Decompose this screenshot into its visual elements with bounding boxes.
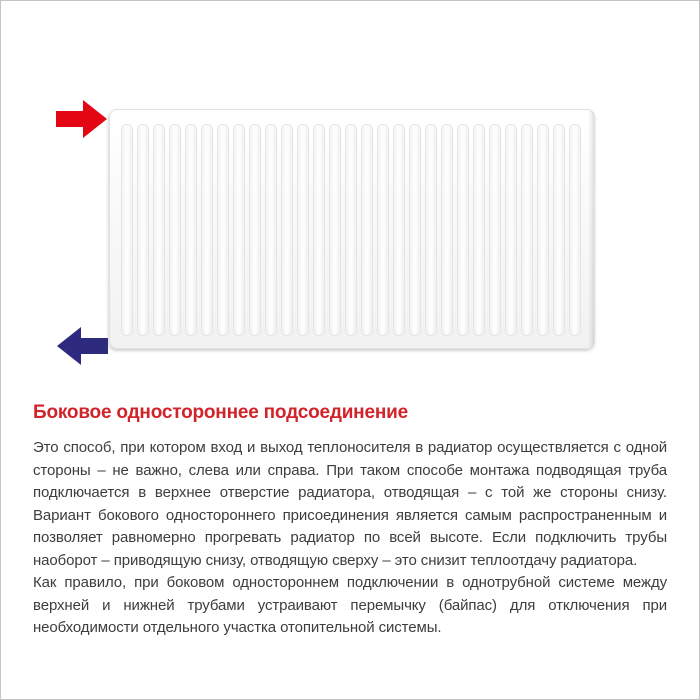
radiator-rib [553, 124, 565, 336]
radiator-rib [137, 124, 149, 336]
radiator-rib [377, 124, 389, 336]
radiator-rib [361, 124, 373, 336]
radiator-rib [265, 124, 277, 336]
radiator-rib [425, 124, 437, 336]
radiator-rib [201, 124, 213, 336]
body-text [33, 437, 667, 640]
radiator-rib [249, 124, 261, 336]
radiator-rib [345, 124, 357, 336]
paragraph-1: Это способ, при котором вход и выход теплоносителя в радиатор осуществляется с одной стороны – не важно, слева или справа. При таком способе монтажа подводящая труба подключается в верхнее отверстие радиатора, отводящая – с той же стороны снизу. Вариант бокового одностороннего присоединения является самым распространенным и позволяет равномерно прогревать радиатор по всей высоте. Если подключить трубы наоборот – приводящую снизу, отводящую сверху – это снизит теплоотдачу радиатора. [33, 439, 667, 569]
radiator-rib [537, 124, 549, 336]
radiator-rib [185, 124, 197, 336]
radiator-rib [169, 124, 181, 336]
radiator-rib [297, 124, 309, 336]
radiator-rib [281, 124, 293, 336]
outlet-arrow-shape [57, 327, 108, 365]
radiator-rib [409, 124, 421, 336]
radiator-rib [329, 124, 341, 336]
radiator-right-edge [588, 110, 594, 348]
inlet-arrow-icon [56, 99, 108, 139]
inlet-arrow-shape [56, 100, 107, 138]
radiator-rib [153, 124, 165, 336]
section-heading: Боковое одностороннее подсоединение [33, 402, 408, 423]
radiator-rib [393, 124, 405, 336]
radiator-rib [313, 124, 325, 336]
outlet-arrow-icon [56, 326, 108, 366]
radiator-rib [505, 124, 517, 336]
radiator-rib [233, 124, 245, 336]
radiator-rib [217, 124, 229, 336]
radiator-rib [489, 124, 501, 336]
radiator-rib [473, 124, 485, 336]
paragraph-2: Как правило, при боковом одностороннем подключении в однотрубной системе между верхней и нижней трубами устраивают перемычку (байпас) для отключения при необходимости отдельного участка отопительной системы. [33, 574, 667, 636]
radiator-ribs [119, 124, 583, 336]
radiator-rib [441, 124, 453, 336]
radiator-rib [121, 124, 133, 336]
radiator-rib [569, 124, 581, 336]
radiator-rib [521, 124, 533, 336]
radiator-panel [109, 109, 595, 349]
radiator-rib [457, 124, 469, 336]
